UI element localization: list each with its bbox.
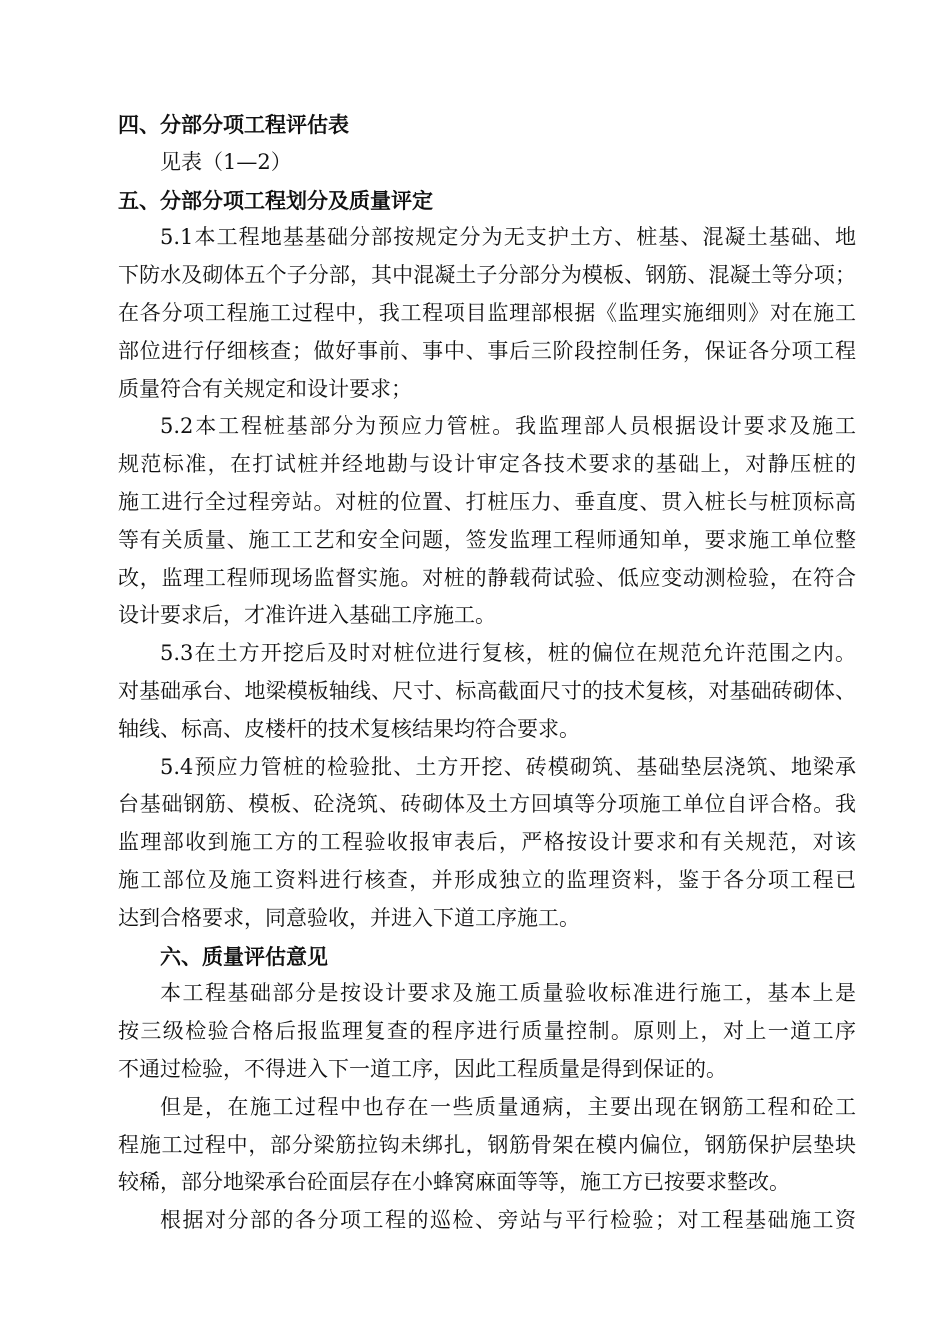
reference-line: 见表（1—2） [160, 149, 292, 174]
paragraph-5-4-line: 台基础钢筋、模板、砼浇筑、砖砌体及土方回填等分项施工单位自评合格。我 [118, 792, 856, 817]
paragraph-5-1-line: 下防水及砌体五个子分部，其中混凝土子分部分为模板、钢筋、混凝土等分项； [118, 263, 856, 288]
paragraph-6-1-line: 本工程基础部分是按设计要求及施工质量验收标准进行施工，基本上是 [160, 981, 856, 1006]
section-heading-4: 四、分部分项工程评估表 [118, 112, 349, 137]
paragraph-5-1-line: 在各分项工程施工过程中，我工程项目监理部根据《监理实施细则》对在施工 [118, 300, 856, 325]
section-heading-6: 六、质量评估意见 [160, 943, 328, 969]
paragraph-6-1-line: 不通过检验，不得进入下一道工序，因此工程质量是得到保证的。 [118, 1056, 727, 1081]
paragraph-6-2-line: 程施工过程中，部分梁筋拉钩未绑扎，钢筋骨架在模内偏位，钢筋保护层垫块 [118, 1132, 856, 1157]
paragraph-5-2-line: 等有关质量、施工工艺和安全问题，签发监理工程师通知单，要求施工单位整 [118, 527, 856, 552]
paragraph-5-2-line: 施工进行全过程旁站。对桩的位置、打桩压力、垂直度、贯入桩长与桩顶标高 [118, 489, 856, 514]
paragraph-5-2-line: 5.2本工程桩基部分为预应力管桩。我监理部人员根据设计要求及施工 [160, 414, 856, 439]
paragraph-6-3-line: 根据对分部的各分项工程的巡检、旁站与平行检验；对工程基础施工资 [160, 1208, 856, 1233]
section-heading-5: 五、分部分项工程划分及质量评定 [118, 187, 433, 213]
paragraph-5-1-line: 5.1本工程地基基础分部按规定分为无支护土方、桩基、混凝土基础、地 [160, 225, 856, 250]
paragraph-5-4-line: 监理部收到施工方的工程验收报审表后，严格按设计要求和有关规范，对该 [118, 830, 856, 855]
paragraph-5-2-line: 规范标准，在打试桩并经地勘与设计审定各技术要求的基础上，对静压桩的 [118, 452, 856, 477]
paragraph-5-2-line: 改，监理工程师现场监督实施。对桩的静载荷试验、低应变动测检验，在符合 [118, 565, 856, 590]
paragraph-5-2-line: 设计要求后，才准许进入基础工序施工。 [118, 603, 496, 628]
paragraph-5-4-line: 达到合格要求，同意验收，并进入下道工序施工。 [118, 905, 580, 930]
paragraph-5-3-line: 轴线、标高、皮楼杆的技术复核结果均符合要求。 [118, 716, 580, 741]
paragraph-6-1-line: 按三级检验合格后报监理复查的程序进行质量控制。原则上，对上一道工序 [118, 1019, 856, 1044]
paragraph-6-2-line: 但是，在施工过程中也存在一些质量通病，主要出现在钢筋工程和砼工 [160, 1094, 856, 1119]
paragraph-5-4-line: 施工部位及施工资料进行核查，并形成独立的监理资料，鉴于各分项工程已 [118, 867, 856, 892]
paragraph-5-4-line: 5.4预应力管桩的检验批、土方开挖、砖模砌筑、基础垫层浇筑、地梁承 [160, 754, 856, 779]
paragraph-5-1-line: 质量符合有关规定和设计要求； [118, 376, 412, 401]
document-body [118, 106, 856, 1240]
paragraph-5-3-line: 对基础承台、地梁模板轴线、尺寸、标高截面尺寸的技术复核，对基础砖砌体、 [118, 678, 856, 703]
paragraph-5-3-line: 5.3在土方开挖后及时对桩位进行复核，桩的偏位在规范允许范围之内。 [160, 641, 856, 666]
paragraph-6-2-line: 较稀，部分地梁承台砼面层存在小蜂窝麻面等等，施工方已按要求整改。 [118, 1170, 790, 1195]
paragraph-5-1-line: 部位进行仔细核查；做好事前、事中、事后三阶段控制任务，保证各分项工程 [118, 338, 856, 363]
